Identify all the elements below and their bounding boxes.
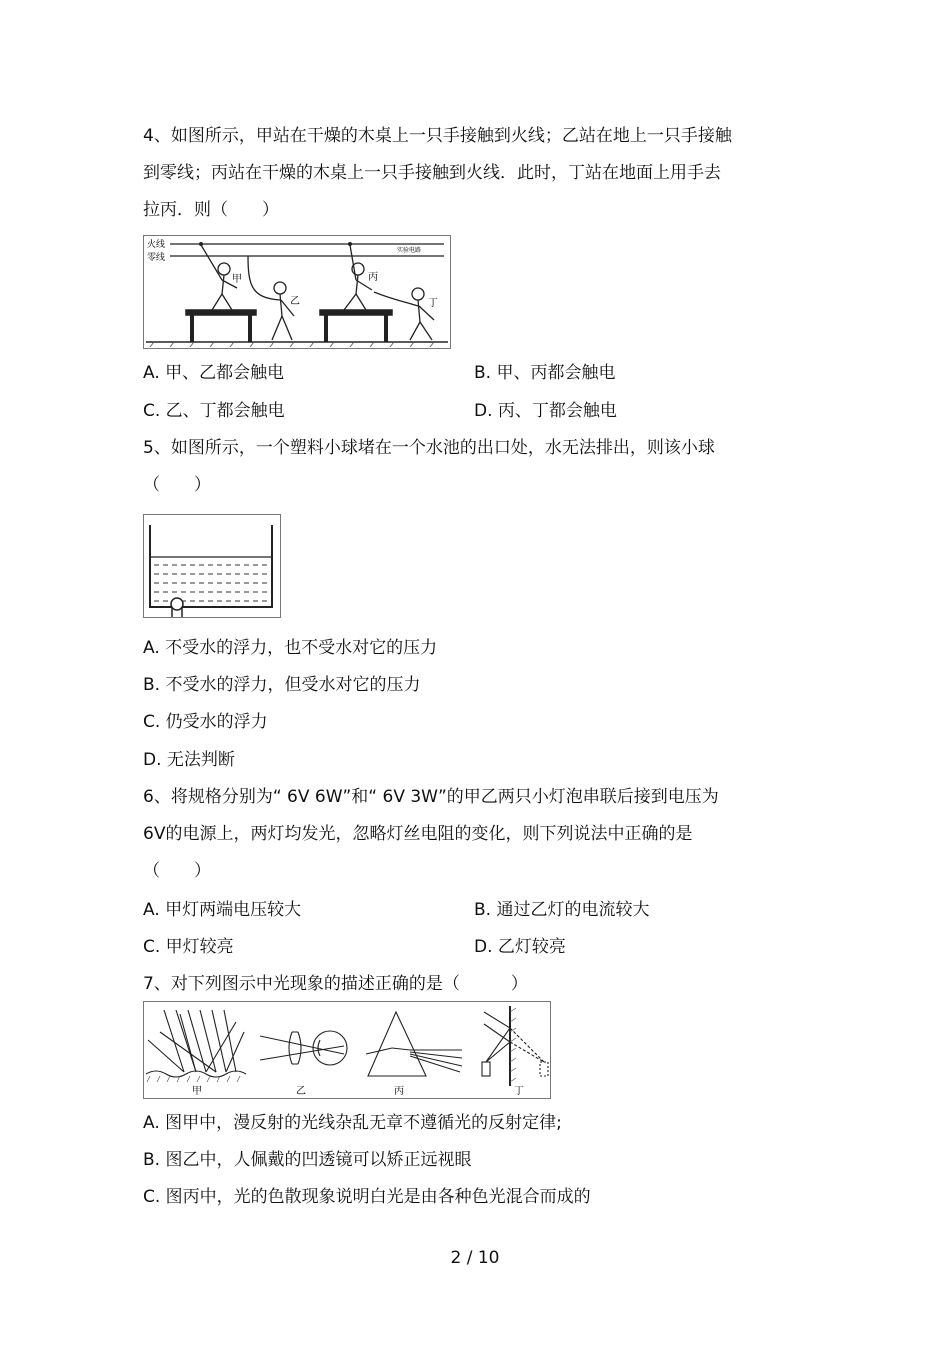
label-yi: 乙 [296, 1086, 306, 1097]
plastic-ball [171, 598, 183, 610]
label-yi: 乙 [290, 296, 300, 307]
right-wooden-table [320, 310, 392, 342]
q5-option-b[interactable]: B. 不受水的浮力，但受水对它的压力 [143, 675, 421, 695]
q6-option-c[interactable]: C. 甲灯较亮 [143, 937, 234, 957]
q7-option-c[interactable]: C. 图丙中，光的色散现象说明白光是由各种色光混合而成的 [143, 1187, 591, 1207]
q5-stem-line-1: 5、如图所示，一个塑料小球堵在一个水池的出口处，水无法排出，则该小球 [143, 438, 715, 458]
neutral-wire-label: 零线 [147, 253, 166, 263]
plane-mirror-diagram [482, 1006, 548, 1086]
q6-stem-line-2: 6V的电源上，两灯均发光，忽略灯丝电阻的变化，则下列说法中正确的是 [143, 824, 693, 844]
left-wooden-table [186, 310, 256, 342]
q5-pool-figure [143, 514, 281, 618]
q6-option-d[interactable]: D. 乙灯较亮 [474, 937, 566, 957]
q7-option-b[interactable]: B. 图乙中，人佩戴的凹透镜可以矫正远视眼 [143, 1150, 472, 1170]
prism-diagram [366, 1012, 462, 1076]
person-yi [248, 256, 294, 340]
label-jia: 甲 [232, 274, 242, 285]
q7-light-phenomena-figure [143, 1001, 551, 1099]
q4-option-a[interactable]: A. 甲、乙都会触电 [143, 363, 285, 383]
q6-option-a[interactable]: A. 甲灯两端电压较大 [143, 900, 302, 920]
q6-stem-line-3: （ ） [143, 861, 211, 881]
q4-electric-shock-figure [143, 235, 451, 349]
q7-option-a[interactable]: A. 图甲中，漫反射的光线杂乱无章不遵循光的反射定律; [143, 1113, 562, 1133]
q5-stem-line-2: （ ） [143, 475, 211, 495]
q7-stem-line-1: 7、对下列图示中光现象的描述正确的是（ ） [143, 974, 528, 994]
diffuse-reflection-diagram [146, 1010, 246, 1082]
q4-option-c[interactable]: C. 乙、丁都会触电 [143, 401, 285, 421]
q5-option-c[interactable]: C. 仍受水的浮力 [143, 712, 268, 732]
q4-stem-line-1: 4、如图所示，甲站在干燥的木桌上一只手接触到火线；乙站在地上一只手接触 [143, 126, 732, 146]
page-number: 2 / 10 [450, 1248, 500, 1268]
q5-option-d[interactable]: D. 无法判断 [143, 750, 235, 770]
q4-stem-line-3: 拉丙．则（ ） [143, 200, 279, 220]
q4-option-b[interactable]: B. 甲、丙都会触电 [474, 363, 616, 383]
q4-option-d[interactable]: D. 丙、丁都会触电 [474, 401, 617, 421]
q4-stem-line-2: 到零线；丙站在干燥的木桌上一只手接触到火线．此时，丁站在地面上用手去 [143, 163, 721, 183]
label-bing: 丙 [368, 272, 378, 283]
label-ding: 丁 [514, 1086, 524, 1097]
label-jia: 甲 [192, 1086, 202, 1097]
live-wire-label: 火线 [147, 240, 166, 250]
q6-option-b[interactable]: B. 通过乙灯的电流较大 [474, 900, 650, 920]
eye-lens-diagram [260, 1031, 347, 1065]
q5-option-a[interactable]: A. 不受水的浮力，也不受水对它的压力 [143, 638, 438, 658]
label-ding: 丁 [428, 298, 438, 309]
q6-stem-line-1: 6、将规格分别为“ 6V 6W”和“ 6V 3W”的甲乙两只小灯泡串联后接到电压为 [143, 787, 719, 807]
circuit-label: 实验电路 [397, 247, 422, 254]
label-bing: 丙 [394, 1086, 404, 1097]
